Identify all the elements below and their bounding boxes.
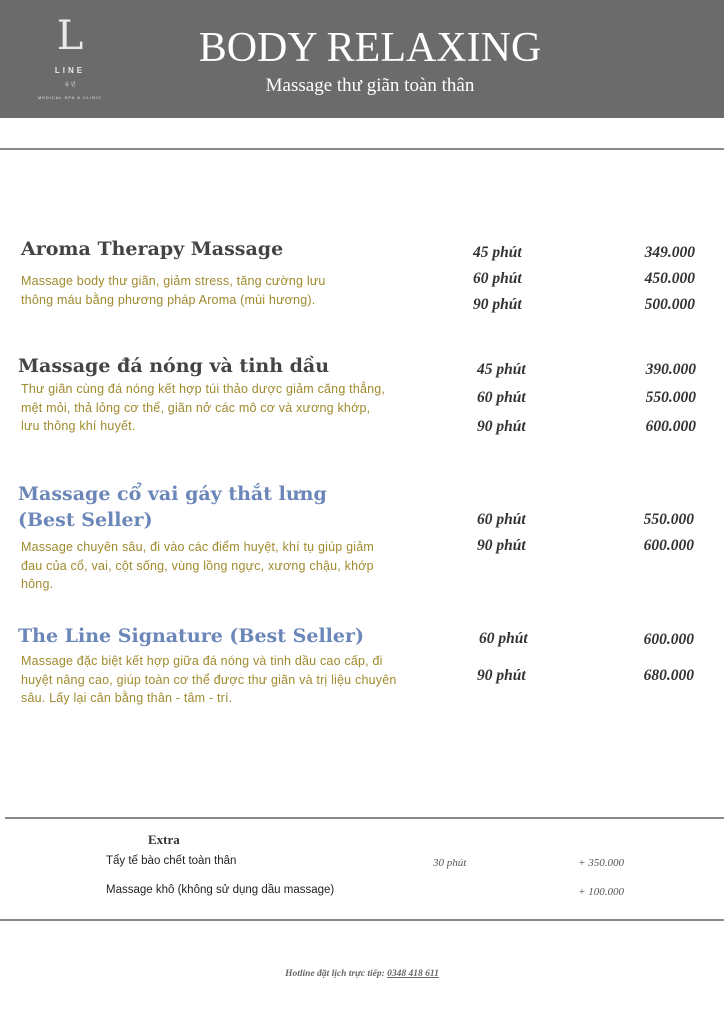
service-title: Massage cổ vai gáy thắt lưng [18, 483, 327, 505]
service-price: 450.000 [644, 270, 695, 287]
service-description: Massage body thư giãn, giảm stress, tăng cường lưu thông máu bằng phương pháp Aroma (mùi hương). [21, 274, 326, 307]
service-duration: 45 phút [473, 244, 522, 261]
service-price: 390.000 [645, 361, 696, 378]
service-description: Massage chuyên sâu, đi vào các điểm huyệt, khí tụ giúp giảm đau của cổ, vai, cột sống, vùng lồng ngực, xương chậu, khớp hông. [21, 540, 374, 591]
service-duration: 90 phút [477, 537, 526, 554]
logo-sub: 유 민 [64, 82, 76, 88]
service-duration: 60 phút [477, 389, 526, 406]
service-price: 550.000 [643, 511, 694, 528]
hotline-label: Hotline đặt lịch trực tiếp: [285, 969, 385, 979]
service-duration: 60 phút [477, 511, 526, 528]
header-banner [0, 0, 724, 118]
service-price: 500.000 [644, 296, 695, 313]
service-price: 680.000 [643, 667, 694, 684]
divider-top [0, 148, 724, 150]
service-price: 550.000 [645, 389, 696, 406]
divider-extra-bottom [0, 919, 724, 921]
service-title: Aroma Therapy Massage [21, 238, 284, 260]
hotline-phone-link[interactable]: 0348 418 611 [387, 969, 439, 979]
service-price: 600.000 [643, 631, 694, 648]
service-price: 600.000 [645, 418, 696, 435]
service-title-badge: (Best Seller) [18, 509, 153, 531]
service-title: Massage đá nóng và tinh dầu [18, 355, 330, 377]
service-duration: 60 phút [479, 630, 528, 647]
service-description: Thư giãn cùng đá nóng kết hợp túi thảo dược giảm căng thẳng, mệt mỏi, thả lỏng cơ thể, giãn nở các mô cơ và xương khớp, lưu thông khí huyết. [21, 382, 386, 433]
extra-item-name: Tẩy tế bào chết toàn thân [106, 855, 237, 867]
service-duration: 90 phút [477, 667, 526, 684]
service-duration: 90 phút [477, 418, 526, 435]
extra-heading: Extra [148, 832, 180, 847]
service-duration: 60 phút [473, 270, 522, 287]
service-duration: 45 phút [477, 361, 526, 378]
extra-item-price: + 350.000 [578, 857, 624, 869]
service-price: 349.000 [644, 244, 695, 261]
logo-name: LINE [54, 66, 86, 75]
service-title: The Line Signature (Best Seller) [18, 625, 364, 647]
hotline-footer [0, 969, 724, 979]
extra-item-name: Massage khô (không sử dụng dầu massage) [106, 884, 335, 896]
service-duration: 90 phút [473, 296, 522, 313]
service-price: 600.000 [643, 537, 694, 554]
logo-mark: L [56, 13, 84, 59]
page-subtitle: Massage thư giãn toàn thân [265, 75, 475, 96]
divider-extra-top [5, 817, 724, 819]
service-description: Massage đặc biệt kết hợp giữa đá nóng và tinh dầu cao cấp, đi huyệt nâng cao, giúp toàn cơ thể được thư giãn và trị liệu chuyên sâu. Lấy lại cân bằng thân - tâm - trí. [21, 654, 397, 705]
brand-logo [30, 14, 110, 100]
extra-item-duration: 30 phút [433, 857, 467, 869]
logo-tagline: MEDICAL SPA & CLINIC [37, 95, 103, 100]
page-title: BODY RELAXING [198, 25, 542, 71]
extra-item-price: + 100.000 [578, 886, 624, 898]
